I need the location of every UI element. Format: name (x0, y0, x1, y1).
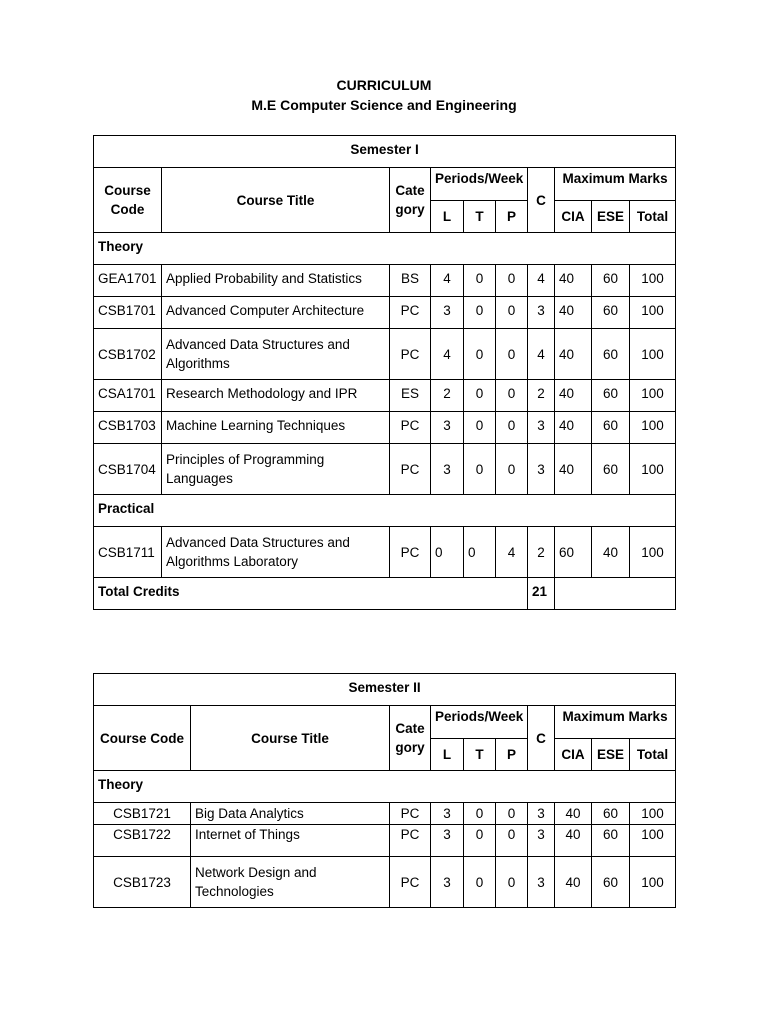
total: 100 (630, 444, 676, 495)
course-title: Internet of Things (191, 825, 390, 857)
tutorial: 0 (464, 825, 496, 857)
cia: 40 (555, 297, 592, 329)
cia: 40 (555, 329, 592, 380)
ese: 60 (592, 380, 630, 412)
total: 100 (630, 265, 676, 297)
col-header-max-marks: Maximum Marks (555, 168, 676, 201)
table-row (94, 527, 676, 578)
ese: 60 (592, 412, 630, 444)
lecture: 3 (431, 412, 464, 444)
total: 100 (630, 412, 676, 444)
col-header-category: Cate gory (390, 168, 431, 233)
tutorial: 0 (464, 444, 496, 495)
category: PC (390, 857, 431, 908)
tutorial: 0 (464, 803, 496, 825)
practical: 0 (496, 444, 528, 495)
lecture: 3 (431, 297, 464, 329)
cia: 40 (555, 857, 592, 908)
col-header-course-code: Course Code (94, 706, 191, 771)
semester-1-table (93, 135, 676, 610)
total: 100 (630, 329, 676, 380)
category: PC (390, 412, 431, 444)
category: ES (390, 380, 431, 412)
credits: 3 (528, 857, 555, 908)
category: PC (390, 825, 431, 857)
credits: 2 (528, 527, 555, 578)
course-code: CSB1722 (94, 825, 191, 857)
practical: 4 (496, 527, 528, 578)
table-row (94, 412, 676, 444)
tutorial: 0 (464, 329, 496, 380)
category: PC (390, 329, 431, 380)
category: PC (390, 297, 431, 329)
total: 100 (630, 803, 676, 825)
course-code: CSA1701 (94, 380, 162, 412)
lecture: 0 (431, 527, 464, 578)
course-title: Advanced Data Structures and Algorithms (162, 329, 390, 380)
document-subtitle: M.E Computer Science and Engineering (251, 97, 517, 113)
col-header-T: T (464, 201, 496, 233)
credits: 3 (528, 444, 555, 495)
cia: 60 (555, 527, 592, 578)
table-row (94, 265, 676, 297)
col-header-periods: Periods/Week (431, 168, 528, 201)
col-header-cia: CIA (555, 201, 592, 233)
cia: 40 (555, 444, 592, 495)
ese: 40 (592, 527, 630, 578)
col-header-credits: C (528, 168, 555, 233)
total: 100 (630, 857, 676, 908)
col-header-P: P (496, 739, 528, 771)
ese: 60 (592, 825, 630, 857)
course-title: Research Methodology and IPR (162, 380, 390, 412)
total-credits-blank (555, 578, 676, 610)
col-header-course-title: Course Title (191, 706, 390, 771)
col-header-ese: ESE (592, 201, 630, 233)
ese: 60 (592, 803, 630, 825)
col-header-periods: Periods/Week (431, 706, 528, 739)
col-header-P: P (496, 201, 528, 233)
ese: 60 (592, 444, 630, 495)
table-row (94, 803, 676, 825)
tutorial: 0 (464, 265, 496, 297)
total-credits-label: Total Credits (94, 578, 528, 610)
tutorial: 0 (464, 412, 496, 444)
course-title: Principles of Programming Languages (162, 444, 390, 495)
table-row (94, 329, 676, 380)
practical: 0 (496, 329, 528, 380)
category: PC (390, 803, 431, 825)
course-code: CSB1702 (94, 329, 162, 380)
tutorial: 0 (464, 527, 496, 578)
col-header-credits: C (528, 706, 555, 771)
total: 100 (630, 297, 676, 329)
practical: 0 (496, 825, 528, 857)
section-label-theory: Theory (94, 771, 676, 803)
tutorial: 0 (464, 857, 496, 908)
category: PC (390, 444, 431, 495)
col-header-T: T (464, 739, 496, 771)
course-code: CSB1704 (94, 444, 162, 495)
course-code: CSB1723 (94, 857, 191, 908)
credits: 2 (528, 380, 555, 412)
ese: 60 (592, 857, 630, 908)
course-code: CSB1701 (94, 297, 162, 329)
table-row (94, 444, 676, 495)
col-header-L: L (431, 739, 464, 771)
practical: 0 (496, 412, 528, 444)
ese: 60 (592, 265, 630, 297)
tutorial: 0 (464, 380, 496, 412)
col-header-L: L (431, 201, 464, 233)
cia: 40 (555, 380, 592, 412)
table-row (94, 380, 676, 412)
col-header-ese: ESE (592, 739, 630, 771)
course-title: Advanced Data Structures and Algorithms Laboratory (162, 527, 390, 578)
col-header-total: Total (630, 201, 676, 233)
lecture: 3 (431, 825, 464, 857)
course-code: CSB1711 (94, 527, 162, 578)
table-row (94, 857, 676, 908)
col-header-total: Total (630, 739, 676, 771)
lecture: 2 (431, 380, 464, 412)
course-title: Advanced Computer Architecture (162, 297, 390, 329)
semester-2-table (93, 673, 676, 908)
course-code: GEA1701 (94, 265, 162, 297)
total: 100 (630, 527, 676, 578)
table-row (94, 297, 676, 329)
col-header-max-marks: Maximum Marks (555, 706, 676, 739)
credits: 3 (528, 297, 555, 329)
credits: 3 (528, 803, 555, 825)
col-header-cia: CIA (555, 739, 592, 771)
section-label-practical: Practical (94, 495, 676, 527)
lecture: 4 (431, 329, 464, 380)
ese: 60 (592, 297, 630, 329)
semester-title: Semester I (94, 136, 676, 168)
lecture: 3 (431, 803, 464, 825)
lecture: 3 (431, 444, 464, 495)
credits: 4 (528, 265, 555, 297)
total: 100 (630, 380, 676, 412)
col-header-category: Cate gory (390, 706, 431, 771)
table-row (94, 825, 676, 857)
course-title: Network Design and Technologies (191, 857, 390, 908)
credits: 4 (528, 329, 555, 380)
document-title: CURRICULUM (336, 77, 432, 93)
total-credits-value: 21 (528, 578, 555, 610)
category: PC (390, 527, 431, 578)
tutorial: 0 (464, 297, 496, 329)
practical: 0 (496, 857, 528, 908)
cia: 40 (555, 825, 592, 857)
practical: 0 (496, 380, 528, 412)
col-header-course-title: Course Title (162, 168, 390, 233)
col-header-course-code: Course Code (94, 168, 162, 233)
cia: 40 (555, 412, 592, 444)
total: 100 (630, 825, 676, 857)
practical: 0 (496, 803, 528, 825)
cia: 40 (555, 803, 592, 825)
course-title: Big Data Analytics (191, 803, 390, 825)
practical: 0 (496, 297, 528, 329)
course-code: CSB1721 (94, 803, 191, 825)
lecture: 4 (431, 265, 464, 297)
practical: 0 (496, 265, 528, 297)
course-code: CSB1703 (94, 412, 162, 444)
course-title: Machine Learning Techniques (162, 412, 390, 444)
cia: 40 (555, 265, 592, 297)
semester-title: Semester II (94, 674, 676, 706)
section-label-theory: Theory (94, 233, 676, 265)
category: BS (390, 265, 431, 297)
lecture: 3 (431, 857, 464, 908)
credits: 3 (528, 412, 555, 444)
ese: 60 (592, 329, 630, 380)
credits: 3 (528, 825, 555, 857)
course-title: Applied Probability and Statistics (162, 265, 390, 297)
